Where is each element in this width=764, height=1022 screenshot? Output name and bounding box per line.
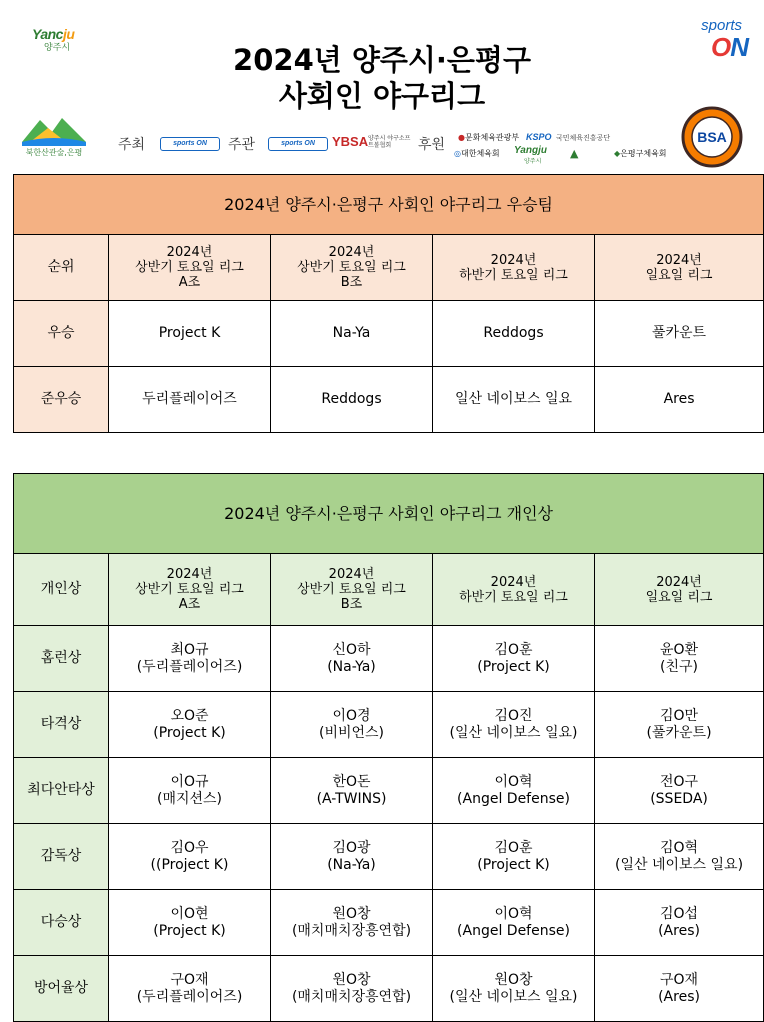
award-winner-name: 원O창 [332,905,371,922]
awards-cell [271,758,433,824]
award-winner-name: 이O혁 [494,773,533,790]
poster-header [0,0,764,168]
award-winner-team: (Angel Defense) [457,790,570,807]
page-title [0,42,764,114]
award-winner-name: 김O진 [494,707,533,724]
award-winner-name: 전O구 [659,773,699,790]
awards-col-header: 2024년 하반기 토요일 리그 [433,554,595,626]
award-winner-team: ((Project K) [150,856,229,873]
awards-cell [109,626,271,692]
winners-row [14,367,764,433]
awards-cell [433,692,595,758]
award-winner-team: (일산 네이보스 일요) [449,988,578,1005]
yangju-logo-brand: Yancju [32,26,75,42]
host-badge: sports ON [160,137,220,151]
bsa-emblem-icon [680,106,744,168]
winners-cell: Na-Ya [271,301,433,367]
kspo-sub: 국민체육진흥공단 [556,134,611,142]
award-winner-name: 구O재 [170,971,209,988]
award-winner-team: (A-TWINS) [316,790,387,807]
awards-cell [433,956,595,1022]
awards-col-header: 2024년 상반기 토요일 리그 B조 [271,554,433,626]
award-winner-team: (Project K) [477,658,550,675]
awards-row [14,758,764,824]
title-line-2: 사회인 야구리그 [278,79,486,113]
svg-text:BSA: BSA [697,129,727,145]
awards-row [14,890,764,956]
yangju-logo-sub: 양주시 [44,43,71,53]
award-winner-team: (두리플레이어즈) [136,988,243,1005]
winners-corner-label: 순위 [14,235,109,301]
bsa-logo [680,106,744,168]
awards-cell [271,890,433,956]
award-winner-name: 최O규 [170,641,209,658]
awards-cell [271,692,433,758]
award-winner-team: (Ares) [658,922,700,939]
award-winner-team: (친구) [660,658,699,675]
award-winner-team: (매치매치장흥연합) [291,988,412,1005]
award-winner-name: 이O현 [170,905,209,922]
awards-cell [109,692,271,758]
winners-col-header: 2024년 상반기 토요일 리그 B조 [271,235,433,301]
awards-row [14,824,764,890]
award-winner-team: (일산 네이보스 일요) [615,856,744,873]
awards-row-label: 홈런상 [14,626,109,692]
ybsa-logo: YBSA [332,134,369,149]
eunpyeong-sports-icon: ◆ [614,149,621,158]
eunpyeong-mark-icon: ▲ [570,147,579,160]
awards-col-header: 2024년 일요일 리그 [595,554,764,626]
awards-cell [109,956,271,1022]
awards-cell [595,956,764,1022]
award-winner-name: 김O광 [332,839,371,856]
awards-cell [433,824,595,890]
award-winner-team: (매치매치장흥연합) [291,922,412,939]
award-winner-team: (Project K) [153,922,226,939]
awards-row [14,692,764,758]
awards-row [14,626,764,692]
winners-cell: 두리플레이어즈 [109,367,271,433]
award-winner-name: 김O혁 [659,839,699,856]
awards-cell [271,824,433,890]
taegeuk-icon: ● [458,133,465,142]
winners-cell: 일산 네이보스 일요 [433,367,595,433]
awards-cell [433,626,595,692]
organizer-label: 주관 [228,137,256,153]
award-winner-name: 이O혁 [494,905,533,922]
award-winner-name: 이O규 [170,773,209,790]
kspo-logo: KSPO [526,132,552,142]
awards-row-label: 방어율상 [14,956,109,1022]
award-winner-name: 김O훈 [494,839,533,856]
award-winner-name: 김O만 [659,707,699,724]
award-winner-name: 윤O환 [659,641,699,658]
sports-on-logo-sports: sports [701,17,742,34]
winners-row [14,301,764,367]
awards-corner-label: 개인상 [14,554,109,626]
award-winner-team: (비비언스) [318,724,385,741]
eunpyeong-sports-logo: ◆은평구체육회 [614,149,667,158]
awards-cell [595,692,764,758]
award-winner-name: 원O창 [332,971,371,988]
ministry-logo: ●문화체육관광부 [458,133,520,142]
awards-col-header: 2024년 상반기 토요일 리그 A조 [109,554,271,626]
awards-cell [271,956,433,1022]
host-label: 주최 [118,137,146,153]
award-winner-team: (매지션스) [156,790,223,807]
award-winner-name: 김O우 [170,839,209,856]
awards-row-label: 최다안타상 [14,758,109,824]
winners-col-header: 2024년 하반기 토요일 리그 [433,235,595,301]
award-winner-name: 신O하 [332,641,371,658]
award-winner-team: (두리플레이어즈) [136,658,243,675]
awards-row-label: 다승상 [14,890,109,956]
winners-col-header: 2024년 상반기 토요일 리그 A조 [109,235,271,301]
awards-table-caption: 2024년 양주시·은평구 사회인 야구리그 개인상 [14,474,764,554]
yangju-small-sub: 양주시 [524,158,542,165]
support-label: 후원 [418,137,446,153]
award-winner-name: 이O경 [332,707,371,724]
awards-cell [595,626,764,692]
awards-cell [595,758,764,824]
awards-cell [595,824,764,890]
awards-row-label: 감독상 [14,824,109,890]
winners-cell: Reddogs [433,301,595,367]
awards-cell [109,824,271,890]
awards-cell [109,758,271,824]
award-winner-team: (Na-Ya) [327,658,376,675]
awards-cell [271,626,433,692]
winners-table [13,174,764,433]
winners-cell: Project K [109,301,271,367]
organizer-badge: sports ON [268,137,328,151]
winners-cell: Reddogs [271,367,433,433]
awards-cell [433,758,595,824]
korea-sports-icon: ◎ [454,149,461,158]
award-winner-team: (SSEDA) [650,790,708,807]
ybsa-sub: 양주시 야구소프트볼협회 [368,135,411,149]
awards-row [14,956,764,1022]
awards-cell [595,890,764,956]
awards-row-label: 타격상 [14,692,109,758]
winners-row-label: 준우승 [14,367,109,433]
award-winner-name: 한O돈 [332,773,371,790]
award-winner-team: (Project K) [153,724,226,741]
yangju-small-logo: Yangju [514,145,547,156]
award-winner-team: (풀카운트) [646,724,712,741]
sports-on-logo-on: ON [710,32,748,62]
award-winner-team: (일산 네이보스 일요) [449,724,578,741]
award-winner-team: (Ares) [658,988,700,1005]
winners-cell: Ares [595,367,764,433]
bukhansan-logo [18,112,90,158]
award-winner-team: (Na-Ya) [327,856,376,873]
title-line-1: 2024년 양주시·은평구 [233,43,531,77]
korea-sports-logo: ◎대한체육회 [454,149,500,158]
award-winner-team: (Project K) [477,856,550,873]
award-winner-name: 구O재 [659,971,699,988]
sponsor-strip [18,112,746,164]
award-winner-name: 오O준 [170,707,209,724]
winners-table-caption: 2024년 양주시·은평구 사회인 야구리그 우승팀 [14,175,764,235]
award-winner-name: 김O훈 [494,641,533,658]
winners-row-label: 우승 [14,301,109,367]
mountain-icon [18,112,90,158]
awards-cell [109,890,271,956]
awards-cell [433,890,595,956]
award-winner-name: 김O섭 [659,905,699,922]
winners-col-header: 2024년 일요일 리그 [595,235,764,301]
award-winner-team: (Angel Defense) [457,922,570,939]
svg-text:북한산관술,은평: 북한산관술,은평 [25,148,83,157]
winners-cell: 풀카운트 [595,301,764,367]
award-winner-name: 원O창 [494,971,533,988]
awards-table [13,473,764,1022]
